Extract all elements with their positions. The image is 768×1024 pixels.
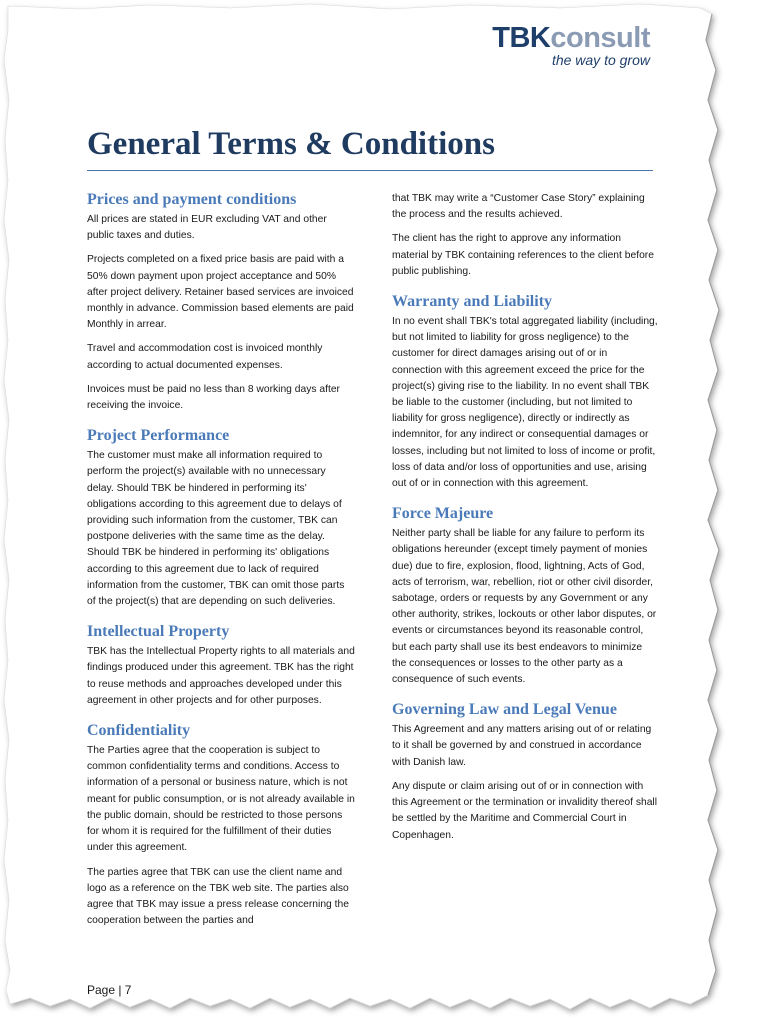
- logo-brand-light: consult: [550, 22, 650, 54]
- section-paragraph: Neither party shall be liable for any failure to perform its obligations hereunder (except timely payment of monies due) due to fire, explosion, flood, lightning, Acts of God, acts of terrorism, war, rebellion, riot or other civil disorder, sabotage, orders or requests by any Government or any other authority, strikes, lockouts or other labor disputes, or events or circumstances beyond its reasonable control, but each party shall use its best endeavors to minimize the consequences or losses to the other party as a consequence of such events.: [392, 528, 657, 686]
- page-title: General Terms & Conditions: [87, 124, 653, 171]
- section-heading: Prices and payment conditions: [87, 191, 297, 208]
- section-paragraph: The parties agree that TBK can use the client name and logo as a reference on the TBK web site. The parties also agree that TBK may issue a press release concerning the cooperation between the parties and: [87, 866, 349, 927]
- section-project-performance: [87, 426, 355, 610]
- logo-brand-bold: TBK: [492, 22, 551, 54]
- section-paragraph: TBK has the Intellectual Property rights to all materials and findings produced under this agreement. TBK has the right to reuse methods and approaches developed under this agreement in other projects and for other purposes.: [87, 646, 355, 706]
- section-warranty-and-liability: [392, 292, 658, 492]
- left-column: [87, 190, 355, 941]
- tbk-logo: [492, 22, 650, 68]
- logo-tagline: the way to grow: [551, 52, 650, 68]
- right-column-sections: [392, 292, 658, 844]
- section-governing-law-and-legal-venue: [392, 700, 658, 843]
- section-paragraph: that TBK may write a “Customer Case Story” explaining the process and the results achieved.: [392, 193, 645, 221]
- section-paragraph: The client has the right to approve any information material by TBK containing references to the client before public publishing.: [392, 233, 654, 277]
- section-heading: Governing Law and Legal Venue: [392, 701, 617, 719]
- page-number: Page | 7: [87, 983, 132, 997]
- section-force-majeure: [392, 504, 658, 688]
- confidentiality-continuation: [392, 191, 658, 280]
- section-paragraph: Invoices must be paid no less than 8 working days after receiving the invoice.: [87, 383, 340, 412]
- section-heading: Force Majeure: [392, 505, 494, 523]
- section-paragraph: Projects completed on a fixed price basis are paid with a 50% down payment upon project acceptance and 50% after project delivery. Retainer based services are invoiced monthly in advance. Commission based elements are paid Monthly in arrear.: [87, 254, 354, 331]
- section-heading: Project Performance: [87, 427, 230, 445]
- section-prices-and-payment-conditions: [87, 190, 355, 414]
- section-paragraph: Any dispute or claim arising out of or in connection with this Agreement or the termination or invalidity thereof shall be settled by the Maritime and Commercial Court in Copenhagen.: [392, 780, 657, 841]
- section-heading: Warranty and Liability: [392, 293, 553, 311]
- section-paragraph: Travel and accommodation cost is invoiced monthly according to actual documented expenses.: [87, 343, 323, 371]
- section-paragraph: This Agreement and any matters arising out of or relating to it shall be governed by and construed in accordance with Danish law.: [392, 724, 652, 768]
- section-heading: Confidentiality: [87, 722, 191, 740]
- logo-wordmark: [492, 22, 650, 54]
- section-paragraph: The Parties agree that the cooperation is subject to common confidentiality terms and conditions. Access to information of a personal or business nature, which is not meant for public consumption, or is not already available in the public domain, should be restricted to those persons for whom it is required for the fulfillment of their duties under this agreement.: [87, 745, 355, 854]
- section-intellectual-property: [87, 622, 355, 709]
- section-confidentiality: [87, 721, 355, 929]
- section-paragraph: The customer must make all information required to perform the project(s) available with no unnecessary delay. Should TBK be hindered in performing its' obligations according to this agreement due to delays of providing such information from the customer, TBK can postpone deliveries with the same time as the delay. Should TBK be hindered in performing its' obligations according to this agreement due to lack of required information from the customer, TBK can omit those parts of the project(s) that are depending on such deliveries.: [87, 450, 345, 608]
- section-paragraph: All prices are stated in EUR excluding VAT and other public taxes and duties.: [87, 214, 327, 242]
- right-column: [392, 191, 658, 856]
- section-heading: Intellectual Property: [87, 623, 230, 641]
- section-paragraph: In no event shall TBK's total aggregated liability (including, but not limited to liability for gross negligence) to the customer for direct damages arising out of or in connection with this agreement exceed the price for the project(s) giving rise to the liability. In no event shall TBK be liable to the customer (including, but not limited to liability for gross negligence), directly or indirectly as indemnitor, for any indirect or consequential damages or losses, including but not limited to loss of income or profit, loss of data and/or loss of opportunities and use, arising out of or in connection with this agreement.: [392, 316, 658, 490]
